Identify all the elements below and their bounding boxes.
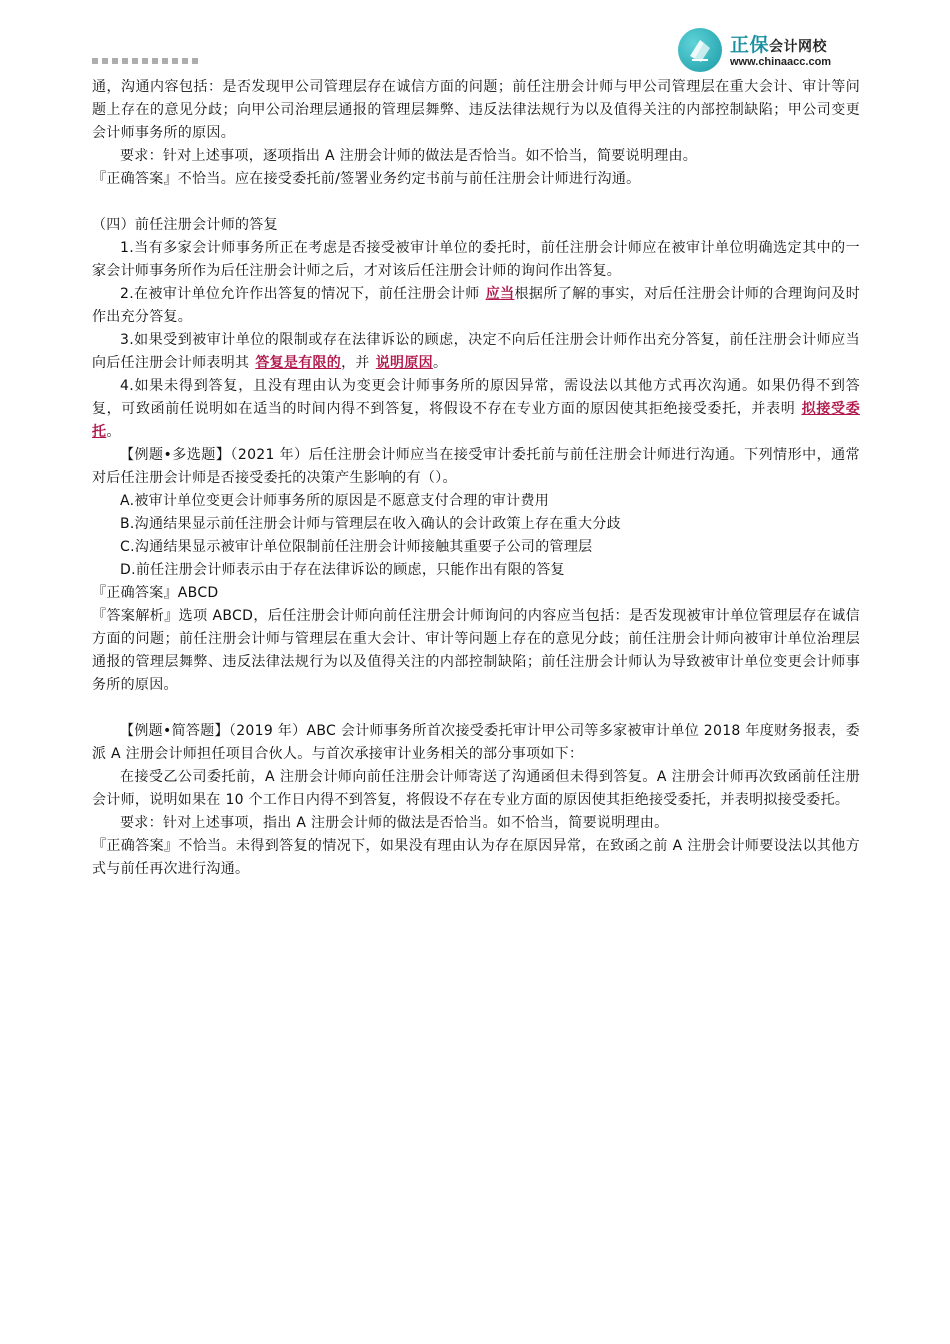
section-item-2 [92, 283, 860, 329]
highlight-limited-reply: 答复是有限的 [255, 355, 342, 371]
logo-url: www.chinaacc.com [730, 56, 832, 68]
highlight-explain-reason: 说明原因 [375, 355, 433, 371]
logo-brand: 正保 [730, 34, 770, 56]
item-2-text-a: 2.在被审计单位允许作出答复的情况下，前任注册会计师 [120, 286, 480, 302]
option-c: C.沟通结果显示被审计单位限制前任注册会计师接触其重要子公司的管理层 [120, 539, 593, 555]
logo-subtitle: 会计网校 [769, 39, 828, 55]
highlight-should: 应当 [485, 286, 515, 302]
highlight-intend-accept: 拟接受委托 [92, 401, 860, 440]
section-title: （四）前任注册会计师的答复 [92, 217, 278, 233]
option-d: D.前任注册会计师表示由于存在法律诉讼的顾虑，只能作出有限的答复 [120, 562, 565, 578]
item-3-text-b: ，并 [341, 355, 370, 371]
cropped-text-line [92, 58, 202, 64]
item-4-text-a: 4.如果未得到答复，且没有理由认为变更会计师事务所的原因异常，需设法以其他方式再次沟通。如果仍得不到答复，可致函前任说明如在适当的时间内得不到答复，将假设不存在专业方面的原因使其拒绝接受委托，并表明 [92, 378, 860, 417]
option-b: B.沟通结果显示前任注册会计师与管理层在收入确认的会计政策上存在重大分歧 [120, 516, 621, 532]
main-content [92, 76, 860, 881]
logo-emblem-icon [678, 28, 722, 72]
logo-name [730, 30, 827, 57]
item-3-text-c: 。 [432, 355, 448, 371]
example-2-answer: 『正确答案』不恰当。未得到答复的情况下，如果没有理由认为存在原因异常，在致函之前 A 注册会计师要设法以其他方式与前任再次进行沟通。 [92, 838, 860, 877]
item-3-text-a: 3.如果受到被审计单位的限制或存在法律诉讼的顾虑，决定不向后任注册会计师作出充分答复，前任注册会计师应当向后任注册会计师表明其 [92, 332, 860, 371]
item-4-text-b: 。 [106, 424, 121, 440]
section-item-4 [92, 375, 860, 444]
prev-case-text: 通，沟通内容包括：是否发现甲公司管理层存在诚信方面的问题；前任注册会计师与甲公司管理层在重大会计、审计等问题上存在的意见分歧；向甲公司治理层通报的管理层舞弊、违反法律法规行为以及值得关注的内部控制缺陷；甲公司变更会计师事务所的原因。 [92, 79, 860, 141]
section-item-3 [92, 329, 860, 375]
example-1-answer: 『正确答案』ABCD [92, 585, 219, 601]
example-1-stem: 【例题•多选题】（2021 年）后任注册会计师应当在接受审计委托前与前任注册会计师进行沟通。下列情形中，通常对后任注册会计师是否接受委托的决策产生影响的有（）。 [92, 447, 860, 486]
example-2-requirement: 要求：针对上述事项，指出 A 注册会计师的做法是否恰当。如不恰当，简要说明理由。 [120, 815, 669, 831]
item-2-text-b: 根据所了解的事实，对后任注册会计师的合理询问及时作出充分答复。 [92, 286, 860, 325]
example-2-case: 在接受乙公司委托前，A 注册会计师向前任注册会计师寄送了沟通函但未得到答复。A 注册会计师再次致函前任注册会计师，说明如果在 10 个工作日内得不到答复，将假设不存在专业方面的原因使其拒绝接受委托，并表明拟接受委托。 [92, 769, 860, 808]
site-logo[interactable] [678, 26, 878, 76]
example-1-analysis: 『答案解析』选项 ABCD，后任注册会计师向前任注册会计师询问的内容应当包括：是否发现被审计单位管理层存在诚信方面的问题；前任注册会计师与管理层在重大会计、审计等问题上存在的意见分歧；前任注册会计师向被审计单位治理层通报的管理层舞弊、违反法律法规行为以及值得关注的内部控制缺陷；前任注册会计师认为导致被审计单位变更会计师事务所的原因。 [92, 608, 860, 693]
example-2-stem: 【例题•简答题】（2019 年）ABC 会计师事务所首次接受委托审计甲公司等多家被审计单位 2018 年度财务报表，委派 A 注册会计师担任项目合伙人。与首次承接审计业务相关的部分事项如下： [92, 723, 860, 762]
prev-answer: 『正确答案』不恰当。应在接受委托前/签署业务约定书前与前任注册会计师进行沟通。 [92, 171, 641, 187]
section-item-1: 1.当有多家会计师事务所正在考虑是否接受被审计单位的委托时，前任注册会计师应在被审计单位明确选定其中的一家会计师事务所作为后任注册会计师之后，才对该后任注册会计师的询问作出答复。 [92, 240, 860, 279]
option-a: A.被审计单位变更会计师事务所的原因是不愿意支付合理的审计费用 [120, 493, 550, 509]
prev-requirement: 要求：针对上述事项，逐项指出 A 注册会计师的做法是否恰当。如不恰当，简要说明理由。 [120, 148, 698, 164]
